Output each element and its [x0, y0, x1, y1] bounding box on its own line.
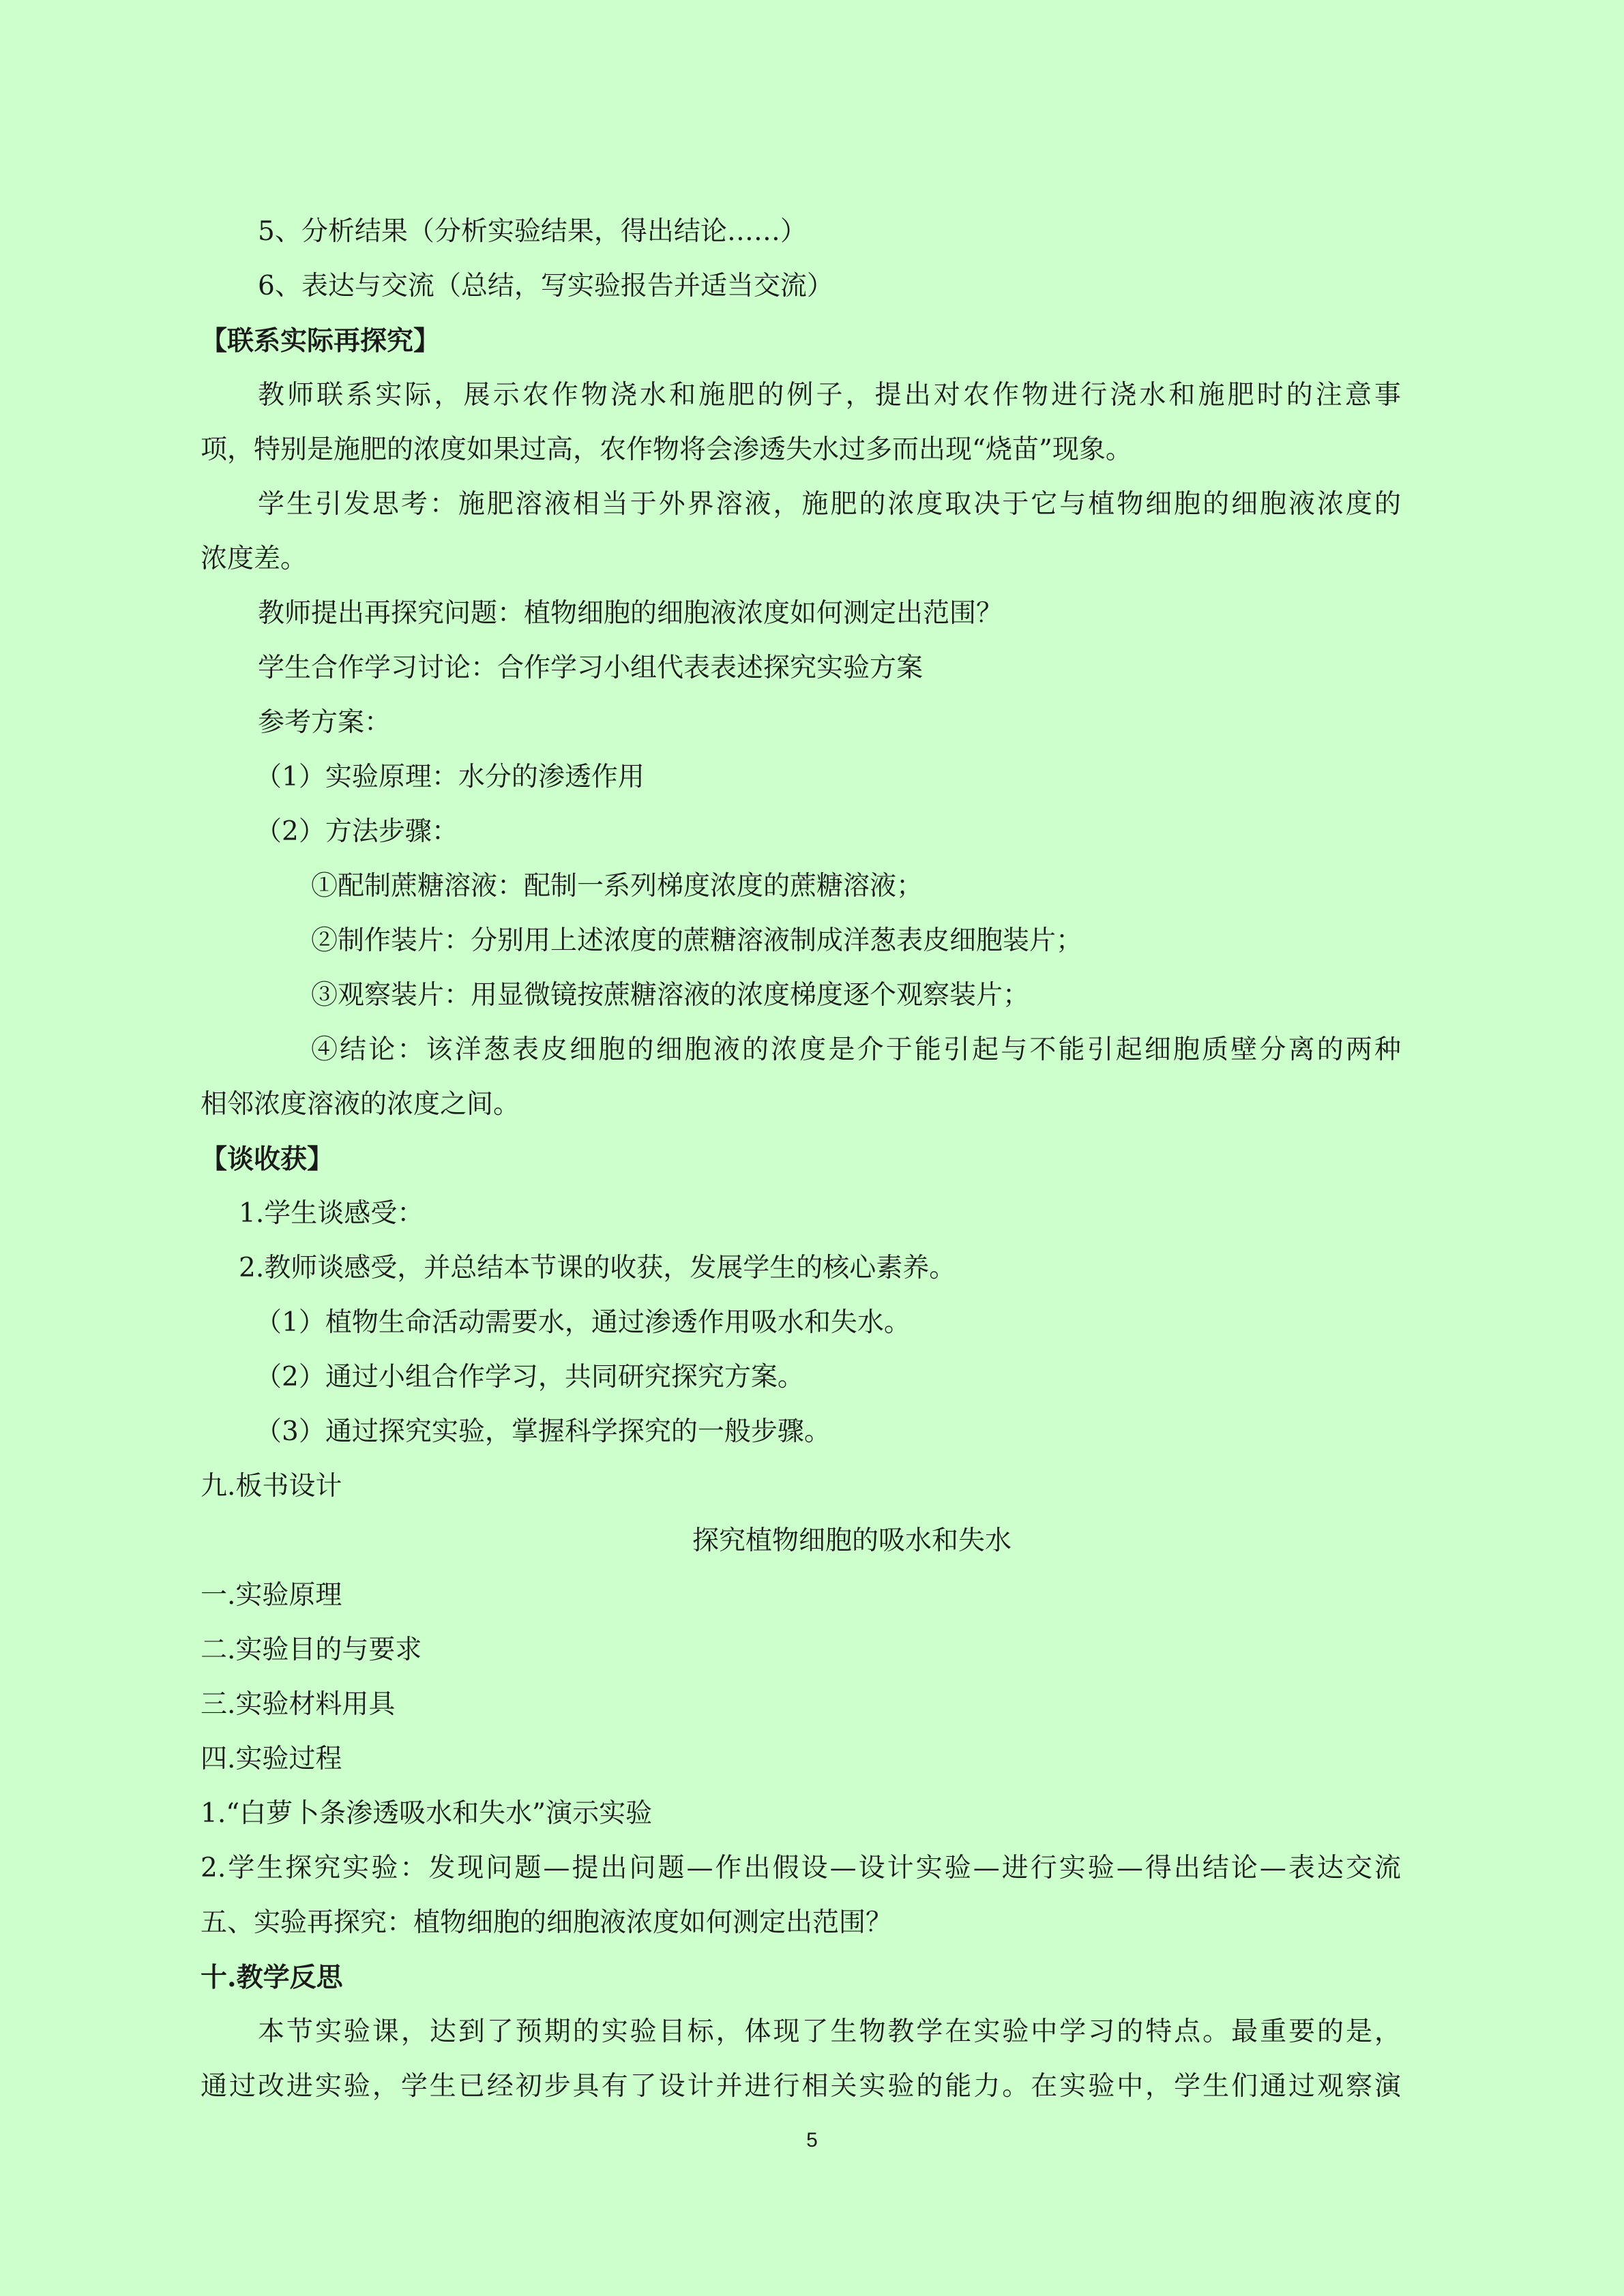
document-body: [201, 205, 1401, 2114]
list-item: 1.学生谈感受：: [239, 1198, 424, 1229]
board-item: 一.实验原理: [201, 1580, 342, 1611]
step-item: ④结论：该洋葱表皮细胞的细胞液的浓度是介于能引起与不能引起细胞质壁分离的两种: [311, 1034, 1401, 1065]
board-item: 二.实验目的与要求: [201, 1635, 422, 1665]
section-heading: 【联系实际再探究】: [201, 325, 441, 357]
board-item: 2.学生探究实验：发现问题—提出问题—作出假设—设计实验—进行实验—得出结论—表达交流: [201, 1853, 1401, 1883]
paragraph-line: 本节实验课，达到了预期的实验目标，体现了生物教学在实验中学习的特点。最重要的是，: [258, 2016, 1401, 2047]
board-item: 四.实验过程: [201, 1744, 342, 1774]
board-item: 1.“白萝卜条渗透吸水和失水”演示实验: [201, 1798, 653, 1829]
board-title: 探究植物细胞的吸水和失水: [692, 1525, 1012, 1556]
paragraph-line: 项，特别是施肥的浓度如果过高，农作物将会渗透失水过多而出现“烧苗”现象。: [201, 434, 1132, 465]
step-item: ①配制蔗糖溶液：配制一系列梯度浓度的蔗糖溶液；: [311, 871, 924, 901]
page-number: 5: [806, 2129, 818, 2151]
section-heading: 十.教学反思: [201, 1962, 343, 1993]
board-item: 五、实验再探究：植物细胞的细胞液浓度如何测定出范围？: [201, 1907, 893, 1938]
section-heading: 【谈收获】: [201, 1144, 334, 1175]
list-item: （1）实验原理：水分的渗透作用: [255, 762, 645, 792]
text-line: 6、表达与交流（总结，写实验报告并适当交流）: [258, 271, 833, 301]
list-item: 2.教师谈感受，并总结本节课的收获，发展学生的核心素养。: [239, 1253, 956, 1283]
paragraph-line: 参考方案：: [258, 707, 392, 738]
paragraph-line: 学生合作学习讨论：合作学习小组代表表述探究实验方案: [258, 653, 924, 683]
paragraph-line: 通过改进实验，学生已经初步具有了设计并进行相关实验的能力。在实验中，学生们通过观察演: [201, 2071, 1401, 2102]
text-line: 5、分析结果（分析实验结果，得出结论……）: [258, 216, 807, 247]
list-item: （1）植物生命活动需要水，通过渗透作用吸水和失水。: [255, 1307, 911, 1338]
list-item: （3）通过探究实验，掌握科学探究的一般步骤。: [255, 1416, 831, 1447]
paragraph-line: 学生引发思考：施肥溶液相当于外界溶液，施肥的浓度取决于它与植物细胞的细胞液浓度的: [258, 489, 1401, 520]
step-item: ③观察装片：用显微镜按蔗糖溶液的浓度梯度逐个观察装片；: [311, 980, 1030, 1011]
paragraph-line: 教师联系实际，展示农作物浇水和施肥的例子，提出对农作物进行浇水和施肥时的注意事: [258, 380, 1401, 411]
board-item: 三.实验材料用具: [201, 1689, 396, 1720]
list-item: （2）通过小组合作学习，共同研究探究方案。: [255, 1362, 804, 1392]
paragraph-line: 教师提出再探究问题：植物细胞的细胞液浓度如何测定出范围？: [258, 598, 1003, 629]
section-heading: 九.板书设计: [201, 1471, 342, 1502]
paragraph-line: 浓度差。: [201, 543, 308, 574]
step-item: ②制作装片：分别用上述浓度的蔗糖溶液制成洋葱表皮细胞装片；: [311, 925, 1083, 956]
list-item: （2）方法步骤：: [255, 816, 458, 847]
paragraph-line: 相邻浓度溶液的浓度之间。: [201, 1089, 520, 1120]
